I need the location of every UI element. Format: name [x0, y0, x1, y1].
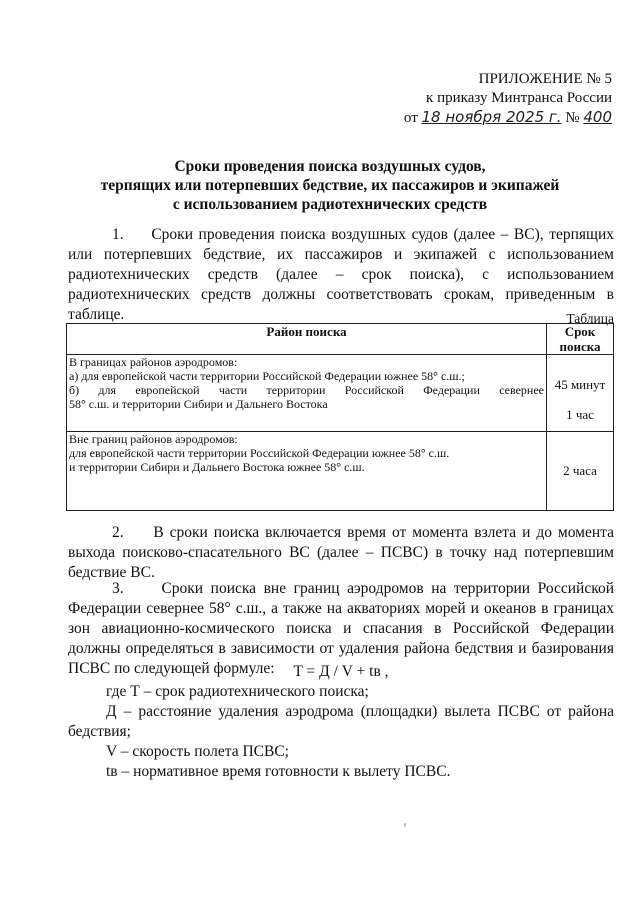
title-line-1: Сроки проведения поиска воздушных судов,: [174, 158, 486, 175]
row1-heading: В границах районов аэродромов:: [69, 355, 238, 369]
time-2-hours: 2 часа: [563, 463, 597, 478]
paragraph-3-number: 3.: [112, 580, 124, 597]
col-header-area: Район поиска: [67, 324, 547, 355]
area-cell-aerodromes: [67, 355, 547, 432]
row1-item-b-line2: 58° с.ш. и территории Сибири и Дальнего Востока: [69, 397, 328, 411]
paragraph-2: [68, 523, 614, 583]
table-row: [67, 432, 614, 511]
appendix-date-line: [404, 108, 612, 128]
handwritten-date: 18 ноября 2025 г.: [421, 108, 562, 126]
paragraph-2-number: 2.: [112, 524, 124, 541]
definition-v: V – скорость полета ПСВС;: [106, 743, 289, 760]
row1-item-a: а) для европейской части территории Российской Федерации южнее 58° с.ш.;: [69, 369, 465, 383]
col-header-time: Срок поиска: [547, 324, 614, 355]
appendix-title: ПРИЛОЖЕНИЕ № 5: [478, 71, 612, 87]
scan-speck: [404, 823, 406, 827]
definitions: [68, 682, 614, 782]
definition-tv: tв – нормативное время готовности к вылету ПСВС.: [106, 763, 451, 780]
number-prefix: №: [565, 110, 580, 126]
row2-line1: для европейской части территории Российской Федерации южнее 58° с.ш.: [69, 446, 450, 460]
document-title: [60, 157, 600, 214]
title-line-2: терпящих или потерпевших бедствие, их пассажиров и экипажей: [100, 177, 560, 194]
appendix-header: [404, 70, 612, 128]
paragraph-1-number: 1.: [112, 226, 124, 243]
paragraph-1-text: Сроки проведения поиска воздушных судов (далее – ВС), терпящих или потерпевших бедствие, их пассажиров и экипажей с использованием радиотехнических средств (далее – срок поиска), с использованием радиотехнических средств должны соответствовать срокам, приведенным в таблице.: [68, 226, 615, 323]
title-line-3: с использованием радиотехнических средств: [172, 196, 488, 213]
paragraph-2-text: В сроки поиска включается время от момента взлета и до момента выхода поисково-спасательного ВС (далее – ПСВС) в точку над потерпевшим бедствие ВС.: [68, 524, 614, 581]
time-1-hour: 1 час: [566, 407, 594, 422]
date-prefix: от: [403, 110, 418, 126]
formula: T = Д / V + tв ,: [293, 663, 389, 680]
row1-item-b-line1: б) для европейской части территории Российской Федерации севернее: [69, 383, 544, 397]
row2-heading: Вне границ районов аэродромов:: [69, 432, 238, 446]
paragraph-1: [68, 225, 614, 325]
definition-t: где Т – срок радиотехнического поиска;: [106, 683, 369, 700]
table-label: Таблица: [566, 311, 614, 326]
table-header-row: [67, 324, 614, 355]
table-row: [67, 355, 614, 432]
search-time-table: [66, 323, 614, 511]
time-45-min: 45 минут: [554, 377, 606, 392]
time-cell-aerodromes: [547, 355, 614, 432]
handwritten-number: 400: [583, 108, 612, 126]
appendix-order-ref: к приказу Минтранса России: [426, 90, 612, 106]
definition-d: Д – расстояние удаления аэродрома (площадки) вылета ПСВС от района бедствия;: [68, 703, 614, 740]
row2-line2: и территории Сибири и Дальнего Востока южнее 58° с.ш.: [69, 460, 365, 474]
paragraph-3-text: Сроки поиска вне границ аэродромов на территории Российской Федерации севернее 58° с.ш., а также на акваториях морей и океанов в границах зон авиационно-космического поиска и спасания в Российской Федерации должны определяться в зависимости от удаления района бедствия и базирования ПСВС по следующей формуле:: [68, 580, 615, 677]
time-cell-outside: [547, 432, 614, 511]
area-cell-outside: [67, 432, 547, 511]
